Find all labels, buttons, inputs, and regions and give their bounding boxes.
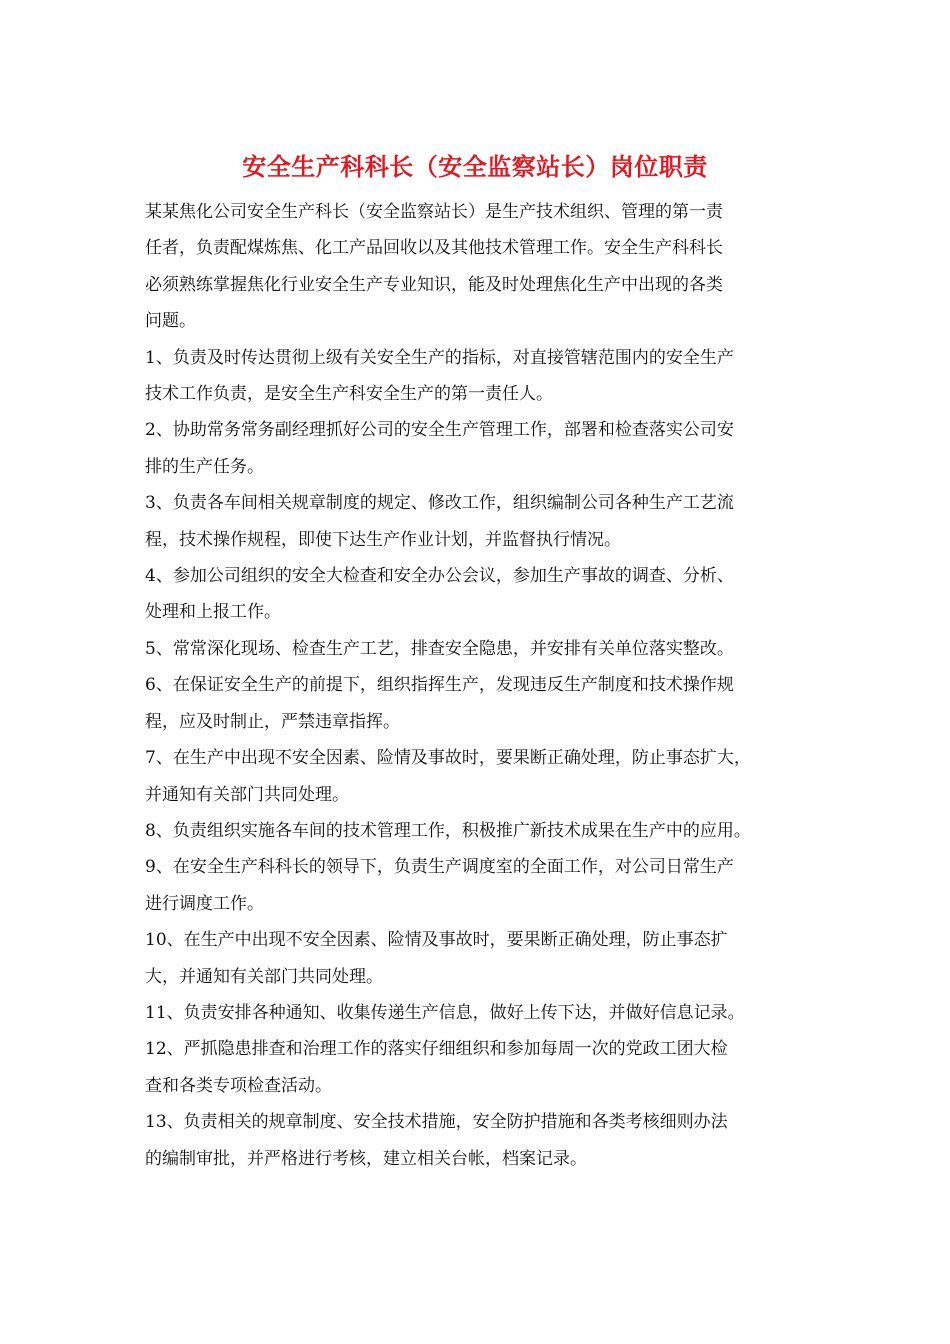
duty-item-5: 5、常常深化现场、检查生产工艺，排查安全隐患，并安排有关单位落实整改。 [145,638,734,659]
duty-item-13: 13、负责相关的规章制度、安全技术措施，安全防护措施和各类考核细则办法 的编制审批，并严格进行考核，建立相关台帐，档案记录。 [145,1112,728,1169]
duty-item-2: 2、协助常务常务副经理抓好公司的安全生产管理工作，部署和检查落实公司安 排的生产任务。 [145,420,734,477]
duty-item-9: 9、在安全生产科科长的领导下，负责生产调度室的全面工作，对公司日常生产 进行调度工作。 [145,857,734,914]
document-title: 安全生产科科长（安全监察站长）岗位职责 [242,152,708,181]
duty-item-1: 1、负责及时传达贯彻上级有关安全生产的指标，对直接管辖范围内的安全生产 技术工作负责，是安全生产科安全生产的第一责任人。 [145,347,734,405]
duty-item-4: 4、参加公司组织的安全大检查和安全办公会议，参加生产事故的调查、分析、 处理和上报工作。 [145,566,734,623]
intro-paragraph: 某某焦化公司安全生产科长（安全监察站长）是生产技术组织、管理的第一责 任者，负责配煤炼焦、化工产品回收以及其他技术管理工作。安全生产科科长 必须熟练掌握焦化行业安全生产专业知识，能及时处理焦化生产中出现的各类 问题。 [145,202,723,332]
duty-item-7: 7、在生产中出现不安全因素、险情及事故时，要果断正确处理，防止事态扩大， 并通知有关部门共同处理。 [145,748,751,805]
duty-item-11: 11、负责安排各种通知、收集传递生产信息，做好上传下达，并做好信息记录。 [145,1002,745,1023]
duty-item-3: 3、负责各车间相关规章制度的规定、修改工作，组织编制公司各种生产工艺流 程，技术操作规程，即使下达生产作业计划，并监督执行情况。 [145,493,734,550]
duty-item-8: 8、负责组织实施各车间的技术管理工作，积极推广新技术成果在生产中的应用。 [145,820,751,841]
document-body [145,194,823,1177]
duty-item-10: 10、在生产中出现不安全因素、险情及事故时，要果断正确处理，防止事态扩 大，并通知有关部门共同处理。 [145,930,728,987]
duty-item-12: 12、严抓隐患排查和治理工作的落实仔细组织和参加每周一次的党政工团大检 查和各类专项检查活动。 [145,1039,728,1096]
duty-item-6: 6、在保证安全生产的前提下，组织指挥生产，发现违反生产制度和技术操作规 程，应及时制止，严禁违章指挥。 [145,675,734,732]
